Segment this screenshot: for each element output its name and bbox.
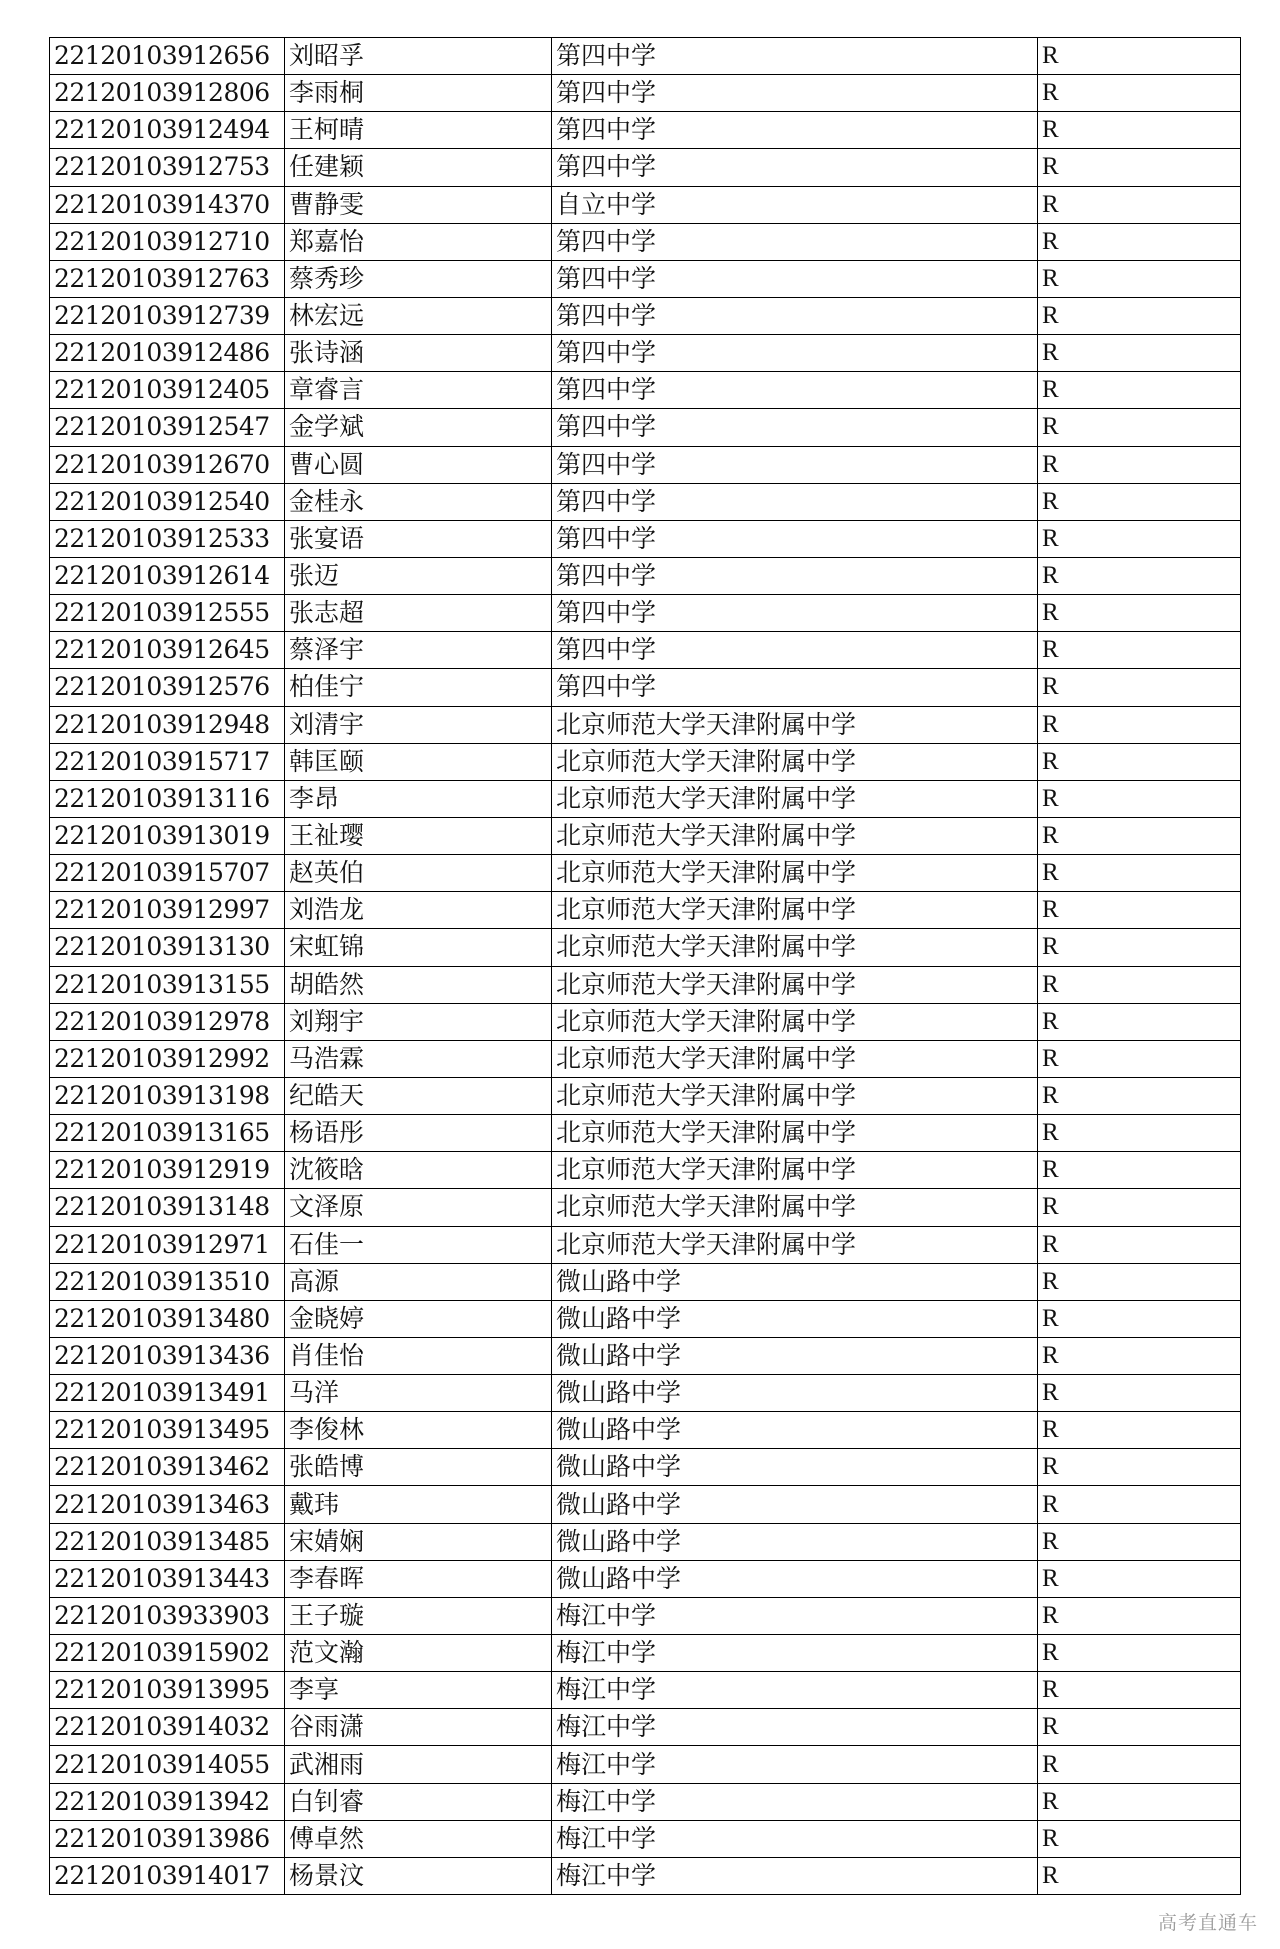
student-table — [49, 37, 1241, 1895]
student-name-cell: 纪皓天 — [285, 1077, 552, 1114]
school-cell: 梅江中学 — [552, 1635, 1038, 1672]
school-cell: 梅江中学 — [552, 1746, 1038, 1783]
table-row — [50, 966, 1241, 1003]
category-cell: R — [1038, 1635, 1241, 1672]
table-row — [50, 297, 1241, 334]
category-cell: R — [1038, 335, 1241, 372]
category-cell: R — [1038, 260, 1241, 297]
exam-id-cell: 22120103912614 — [50, 557, 285, 594]
student-name-cell: 王柯晴 — [285, 112, 552, 149]
table-row — [50, 335, 1241, 372]
category-cell: R — [1038, 446, 1241, 483]
table-row — [50, 1040, 1241, 1077]
school-cell: 第四中学 — [552, 335, 1038, 372]
student-name-cell: 戴玮 — [285, 1486, 552, 1523]
school-cell: 北京师范大学天津附属中学 — [552, 892, 1038, 929]
exam-id-cell: 22120103912555 — [50, 595, 285, 632]
student-name-cell: 蔡泽宇 — [285, 632, 552, 669]
table-row — [50, 1263, 1241, 1300]
exam-id-cell: 22120103913165 — [50, 1115, 285, 1152]
exam-id-cell: 22120103912494 — [50, 112, 285, 149]
school-cell: 北京师范大学天津附属中学 — [552, 966, 1038, 1003]
school-cell: 微山路中学 — [552, 1300, 1038, 1337]
exam-id-cell: 22120103913495 — [50, 1412, 285, 1449]
exam-id-cell: 22120103914017 — [50, 1857, 285, 1894]
exam-id-cell: 22120103912971 — [50, 1226, 285, 1263]
student-name-cell: 李昂 — [285, 780, 552, 817]
table-row — [50, 557, 1241, 594]
table-row — [50, 743, 1241, 780]
category-cell: R — [1038, 855, 1241, 892]
exam-id-cell: 22120103915902 — [50, 1635, 285, 1672]
table-row — [50, 1226, 1241, 1263]
student-name-cell: 杨景汶 — [285, 1857, 552, 1894]
exam-id-cell: 22120103912948 — [50, 706, 285, 743]
school-cell: 北京师范大学天津附属中学 — [552, 1115, 1038, 1152]
table-row — [50, 1783, 1241, 1820]
school-cell: 第四中学 — [552, 595, 1038, 632]
category-cell: R — [1038, 38, 1241, 75]
exam-id-cell: 22120103912670 — [50, 446, 285, 483]
exam-id-cell: 22120103913436 — [50, 1337, 285, 1374]
table-row — [50, 149, 1241, 186]
exam-id-cell: 22120103913995 — [50, 1672, 285, 1709]
table-row — [50, 1560, 1241, 1597]
category-cell: R — [1038, 706, 1241, 743]
roster-sheet — [49, 37, 1240, 1895]
school-cell: 北京师范大学天津附属中学 — [552, 1189, 1038, 1226]
exam-id-cell: 22120103912576 — [50, 669, 285, 706]
table-row — [50, 1523, 1241, 1560]
school-cell: 北京师范大学天津附属中学 — [552, 1040, 1038, 1077]
student-name-cell: 曹心圆 — [285, 446, 552, 483]
student-name-cell: 林宏远 — [285, 297, 552, 334]
category-cell: R — [1038, 1152, 1241, 1189]
table-row — [50, 1486, 1241, 1523]
category-cell: R — [1038, 1560, 1241, 1597]
exam-id-cell: 22120103913480 — [50, 1300, 285, 1337]
student-name-cell: 杨语彤 — [285, 1115, 552, 1152]
category-cell: R — [1038, 966, 1241, 1003]
category-cell: R — [1038, 1597, 1241, 1634]
school-cell: 北京师范大学天津附属中学 — [552, 743, 1038, 780]
school-cell: 第四中学 — [552, 483, 1038, 520]
table-row — [50, 1152, 1241, 1189]
category-cell: R — [1038, 1375, 1241, 1412]
school-cell: 第四中学 — [552, 409, 1038, 446]
category-cell: R — [1038, 1077, 1241, 1114]
category-cell: R — [1038, 743, 1241, 780]
exam-id-cell: 22120103912997 — [50, 892, 285, 929]
category-cell: R — [1038, 1746, 1241, 1783]
student-name-cell: 白钊睿 — [285, 1783, 552, 1820]
category-cell: R — [1038, 149, 1241, 186]
table-row — [50, 1709, 1241, 1746]
table-row — [50, 1189, 1241, 1226]
student-name-cell: 刘浩龙 — [285, 892, 552, 929]
school-cell: 第四中学 — [552, 75, 1038, 112]
table-row — [50, 483, 1241, 520]
exam-id-cell: 22120103912547 — [50, 409, 285, 446]
table-row — [50, 892, 1241, 929]
student-name-cell: 李雨桐 — [285, 75, 552, 112]
table-row — [50, 1746, 1241, 1783]
exam-id-cell: 22120103913462 — [50, 1449, 285, 1486]
student-name-cell: 李俊林 — [285, 1412, 552, 1449]
category-cell: R — [1038, 1820, 1241, 1857]
category-cell: R — [1038, 632, 1241, 669]
exam-id-cell: 22120103914055 — [50, 1746, 285, 1783]
school-cell: 微山路中学 — [552, 1263, 1038, 1300]
student-name-cell: 韩匡颐 — [285, 743, 552, 780]
exam-id-cell: 22120103912763 — [50, 260, 285, 297]
category-cell: R — [1038, 1003, 1241, 1040]
table-row — [50, 632, 1241, 669]
table-row — [50, 223, 1241, 260]
student-name-cell: 李春晖 — [285, 1560, 552, 1597]
table-row — [50, 1635, 1241, 1672]
table-row — [50, 1597, 1241, 1634]
table-row — [50, 706, 1241, 743]
school-cell: 第四中学 — [552, 223, 1038, 260]
student-name-cell: 张皓博 — [285, 1449, 552, 1486]
school-cell: 微山路中学 — [552, 1560, 1038, 1597]
category-cell: R — [1038, 1783, 1241, 1820]
category-cell: R — [1038, 780, 1241, 817]
table-row — [50, 186, 1241, 223]
exam-id-cell: 22120103914370 — [50, 186, 285, 223]
exam-id-cell: 22120103913155 — [50, 966, 285, 1003]
table-row — [50, 75, 1241, 112]
category-cell: R — [1038, 1040, 1241, 1077]
student-name-cell: 赵英伯 — [285, 855, 552, 892]
exam-id-cell: 22120103913942 — [50, 1783, 285, 1820]
school-cell: 梅江中学 — [552, 1857, 1038, 1894]
student-name-cell: 郑嘉怡 — [285, 223, 552, 260]
student-name-cell: 张志超 — [285, 595, 552, 632]
student-name-cell: 任建颖 — [285, 149, 552, 186]
student-name-cell: 金桂永 — [285, 483, 552, 520]
student-name-cell: 刘昭孚 — [285, 38, 552, 75]
student-name-cell: 高源 — [285, 1263, 552, 1300]
category-cell: R — [1038, 1857, 1241, 1894]
category-cell: R — [1038, 372, 1241, 409]
table-row — [50, 817, 1241, 854]
student-name-cell: 李享 — [285, 1672, 552, 1709]
exam-id-cell: 22120103912739 — [50, 297, 285, 334]
exam-id-cell: 22120103913443 — [50, 1560, 285, 1597]
school-cell: 第四中学 — [552, 632, 1038, 669]
school-cell: 北京师范大学天津附属中学 — [552, 1003, 1038, 1040]
student-name-cell: 武湘雨 — [285, 1746, 552, 1783]
exam-id-cell: 22120103915707 — [50, 855, 285, 892]
category-cell: R — [1038, 929, 1241, 966]
student-name-cell: 王祉璎 — [285, 817, 552, 854]
exam-id-cell: 22120103912753 — [50, 149, 285, 186]
student-name-cell: 石佳一 — [285, 1226, 552, 1263]
table-row — [50, 855, 1241, 892]
category-cell: R — [1038, 669, 1241, 706]
category-cell: R — [1038, 297, 1241, 334]
school-cell: 北京师范大学天津附属中学 — [552, 855, 1038, 892]
school-cell: 第四中学 — [552, 112, 1038, 149]
exam-id-cell: 22120103913510 — [50, 1263, 285, 1300]
exam-id-cell: 22120103913148 — [50, 1189, 285, 1226]
exam-id-cell: 22120103912978 — [50, 1003, 285, 1040]
school-cell: 微山路中学 — [552, 1375, 1038, 1412]
category-cell: R — [1038, 1486, 1241, 1523]
student-name-cell: 金学斌 — [285, 409, 552, 446]
student-name-cell: 马洋 — [285, 1375, 552, 1412]
school-cell: 第四中学 — [552, 557, 1038, 594]
school-cell: 微山路中学 — [552, 1412, 1038, 1449]
student-name-cell: 马浩霖 — [285, 1040, 552, 1077]
exam-id-cell: 22120103913198 — [50, 1077, 285, 1114]
exam-id-cell: 22120103912486 — [50, 335, 285, 372]
school-cell: 北京师范大学天津附属中学 — [552, 817, 1038, 854]
school-cell: 第四中学 — [552, 149, 1038, 186]
table-row — [50, 520, 1241, 557]
category-cell: R — [1038, 1412, 1241, 1449]
school-cell: 第四中学 — [552, 38, 1038, 75]
student-name-cell: 柏佳宁 — [285, 669, 552, 706]
student-table-body — [50, 38, 1241, 1895]
table-row — [50, 446, 1241, 483]
table-row — [50, 595, 1241, 632]
table-row — [50, 1672, 1241, 1709]
student-name-cell: 刘清宇 — [285, 706, 552, 743]
exam-id-cell: 22120103912405 — [50, 372, 285, 409]
exam-id-cell: 22120103913485 — [50, 1523, 285, 1560]
category-cell: R — [1038, 1709, 1241, 1746]
school-cell: 自立中学 — [552, 186, 1038, 223]
school-cell: 微山路中学 — [552, 1523, 1038, 1560]
school-cell: 梅江中学 — [552, 1672, 1038, 1709]
school-cell: 梅江中学 — [552, 1783, 1038, 1820]
table-row — [50, 929, 1241, 966]
table-row — [50, 1003, 1241, 1040]
school-cell: 微山路中学 — [552, 1486, 1038, 1523]
exam-id-cell: 22120103933903 — [50, 1597, 285, 1634]
category-cell: R — [1038, 892, 1241, 929]
category-cell: R — [1038, 1523, 1241, 1560]
category-cell: R — [1038, 1449, 1241, 1486]
student-name-cell: 傅卓然 — [285, 1820, 552, 1857]
table-row — [50, 1300, 1241, 1337]
table-row — [50, 112, 1241, 149]
student-name-cell: 金晓婷 — [285, 1300, 552, 1337]
school-cell: 微山路中学 — [552, 1337, 1038, 1374]
category-cell: R — [1038, 409, 1241, 446]
school-cell: 梅江中学 — [552, 1597, 1038, 1634]
student-name-cell: 蔡秀珍 — [285, 260, 552, 297]
student-name-cell: 刘翔宇 — [285, 1003, 552, 1040]
exam-id-cell: 22120103912806 — [50, 75, 285, 112]
exam-id-cell: 22120103912710 — [50, 223, 285, 260]
category-cell: R — [1038, 1226, 1241, 1263]
category-cell: R — [1038, 75, 1241, 112]
category-cell: R — [1038, 595, 1241, 632]
exam-id-cell: 22120103913116 — [50, 780, 285, 817]
category-cell: R — [1038, 520, 1241, 557]
table-row — [50, 1337, 1241, 1374]
school-cell: 梅江中学 — [552, 1709, 1038, 1746]
exam-id-cell: 22120103912919 — [50, 1152, 285, 1189]
table-row — [50, 1077, 1241, 1114]
table-row — [50, 780, 1241, 817]
school-cell: 微山路中学 — [552, 1449, 1038, 1486]
student-name-cell: 宋婧娴 — [285, 1523, 552, 1560]
exam-id-cell: 22120103915717 — [50, 743, 285, 780]
student-name-cell: 胡皓然 — [285, 966, 552, 1003]
student-name-cell: 谷雨潇 — [285, 1709, 552, 1746]
student-name-cell: 文泽原 — [285, 1189, 552, 1226]
exam-id-cell: 22120103912645 — [50, 632, 285, 669]
table-row — [50, 260, 1241, 297]
school-cell: 北京师范大学天津附属中学 — [552, 1077, 1038, 1114]
category-cell: R — [1038, 1263, 1241, 1300]
category-cell: R — [1038, 1115, 1241, 1152]
school-cell: 北京师范大学天津附属中学 — [552, 1226, 1038, 1263]
school-cell: 北京师范大学天津附属中学 — [552, 706, 1038, 743]
table-row — [50, 38, 1241, 75]
category-cell: R — [1038, 1300, 1241, 1337]
table-row — [50, 1115, 1241, 1152]
exam-id-cell: 22120103912540 — [50, 483, 285, 520]
exam-id-cell: 22120103913986 — [50, 1820, 285, 1857]
student-name-cell: 章睿言 — [285, 372, 552, 409]
exam-id-cell: 22120103914032 — [50, 1709, 285, 1746]
table-row — [50, 669, 1241, 706]
table-row — [50, 372, 1241, 409]
category-cell: R — [1038, 483, 1241, 520]
school-cell: 第四中学 — [552, 669, 1038, 706]
category-cell: R — [1038, 1337, 1241, 1374]
school-cell: 第四中学 — [552, 297, 1038, 334]
category-cell: R — [1038, 1672, 1241, 1709]
category-cell: R — [1038, 1189, 1241, 1226]
student-name-cell: 张宴语 — [285, 520, 552, 557]
school-cell: 北京师范大学天津附属中学 — [552, 780, 1038, 817]
table-row — [50, 1857, 1241, 1894]
student-name-cell: 王子璇 — [285, 1597, 552, 1634]
table-row — [50, 1820, 1241, 1857]
exam-id-cell: 22120103912656 — [50, 38, 285, 75]
school-cell: 第四中学 — [552, 446, 1038, 483]
exam-id-cell: 22120103912533 — [50, 520, 285, 557]
watermark-text: 高考直通车 — [1157, 1912, 1258, 1934]
school-cell: 第四中学 — [552, 520, 1038, 557]
student-name-cell: 张迈 — [285, 557, 552, 594]
category-cell: R — [1038, 112, 1241, 149]
table-row — [50, 1375, 1241, 1412]
category-cell: R — [1038, 223, 1241, 260]
category-cell: R — [1038, 817, 1241, 854]
exam-id-cell: 22120103912992 — [50, 1040, 285, 1077]
exam-id-cell: 22120103913463 — [50, 1486, 285, 1523]
category-cell: R — [1038, 557, 1241, 594]
student-name-cell: 曹静雯 — [285, 186, 552, 223]
exam-id-cell: 22120103913019 — [50, 817, 285, 854]
category-cell: R — [1038, 186, 1241, 223]
school-cell: 第四中学 — [552, 260, 1038, 297]
school-cell: 北京师范大学天津附属中学 — [552, 929, 1038, 966]
school-cell: 北京师范大学天津附属中学 — [552, 1152, 1038, 1189]
school-cell: 梅江中学 — [552, 1820, 1038, 1857]
student-name-cell: 范文瀚 — [285, 1635, 552, 1672]
exam-id-cell: 22120103913130 — [50, 929, 285, 966]
table-row — [50, 1449, 1241, 1486]
student-name-cell: 沈筱晗 — [285, 1152, 552, 1189]
table-row — [50, 1412, 1241, 1449]
student-name-cell: 宋虹锦 — [285, 929, 552, 966]
exam-id-cell: 22120103913491 — [50, 1375, 285, 1412]
student-name-cell: 肖佳怡 — [285, 1337, 552, 1374]
school-cell: 第四中学 — [552, 372, 1038, 409]
student-name-cell: 张诗涵 — [285, 335, 552, 372]
table-row — [50, 409, 1241, 446]
